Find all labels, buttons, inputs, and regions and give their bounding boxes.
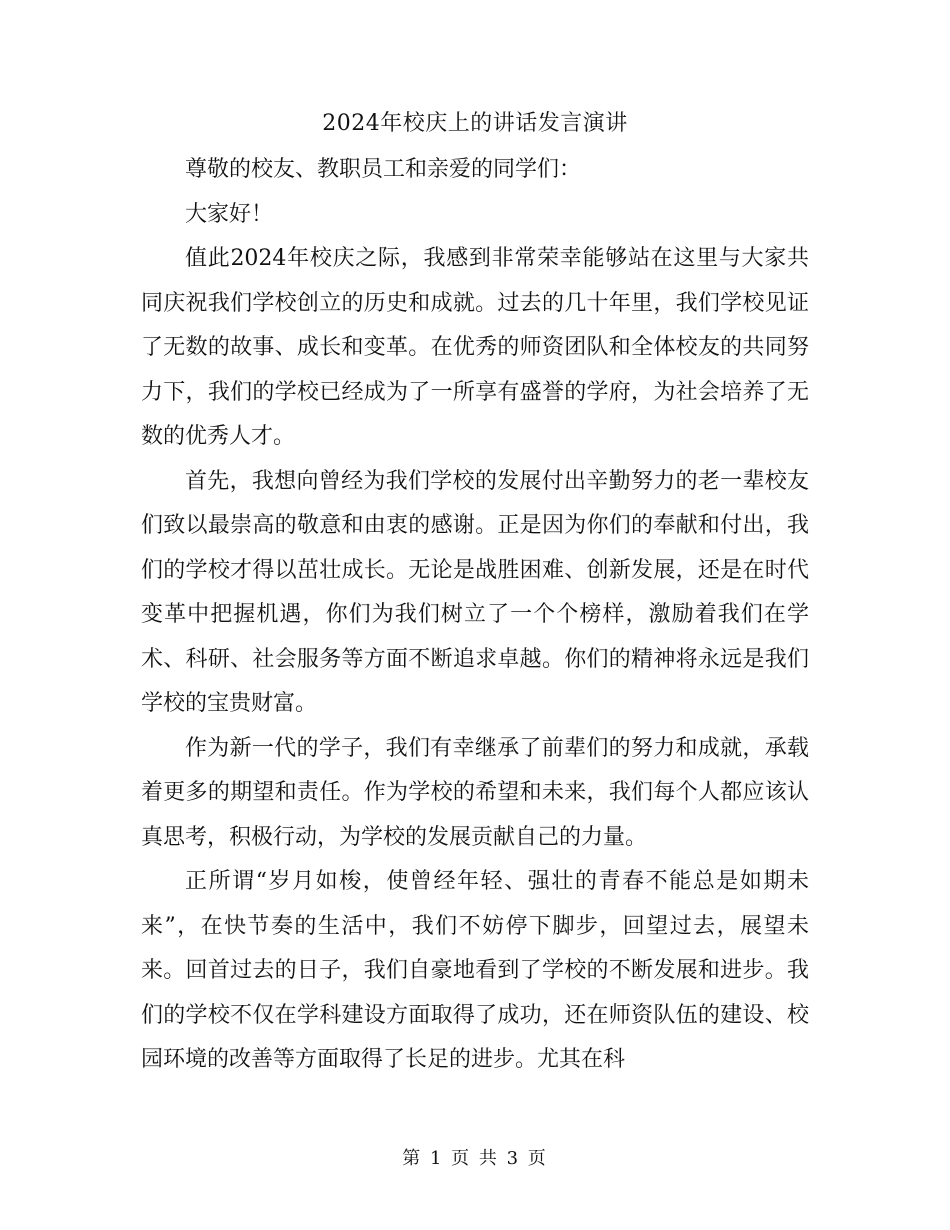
greeting-paragraph: 大家好！ — [185, 201, 274, 227]
page-number-footer: 第 1 页 共 3 页 — [402, 1148, 548, 1169]
body-paragraph: 作为新一代的学子，我们有幸继承了前辈们的努力和成就，承载着更多的期望和责任。作为学校的希望和未来，我们每个人都应该认真思考，积极行动，为学校的发展贡献自己的力量。 — [141, 735, 809, 850]
body-paragraph: 值此2024年校庆之际，我感到非常荣幸能够站在这里与大家共同庆祝我们学校创立的历史和成就。过去的几十年里，我们学校见证了无数的故事、成长和变革。在优秀的师资团队和全体校友的共同努力下，我们的学校已经成为了一所享有盛誉的学府，为社会培养了无数的优秀人才。 — [141, 246, 809, 449]
body-paragraph: 首先，我想向曾经为我们学校的发展付出辛勤努力的老一辈校友们致以最崇高的敬意和由衷的感谢。正是因为你们的奉献和付出，我们的学校才得以茁壮成长。无论是战胜困难、创新发展，还是在时代变革中把握机遇，你们为我们树立了一个个榜样，激励着我们在学术、科研、社会服务等方面不断追求卓越。你们的精神将永远是我们学校的宝贵财富。 — [141, 468, 809, 716]
document-title: 2024年校庆上的讲话发言演讲 — [322, 111, 628, 136]
document-body — [141, 148, 809, 1083]
body-paragraph: 正所谓“岁月如梭，使曾经年轻、强壮的青春不能总是如期未来”，在快节奏的生活中，我们不妨停下脚步，回望过去，展望未来。回首过去的日子，我们自豪地看到了学校的不断发展和进步。我们的学校不仅在学科建设方面取得了成功，还在师资队伍的建设、校园环境的改善等方面取得了长足的进步。尤其在科 — [141, 869, 809, 1072]
salutation-paragraph: 尊敬的校友、教职员工和亲爱的同学们： — [185, 157, 582, 182]
